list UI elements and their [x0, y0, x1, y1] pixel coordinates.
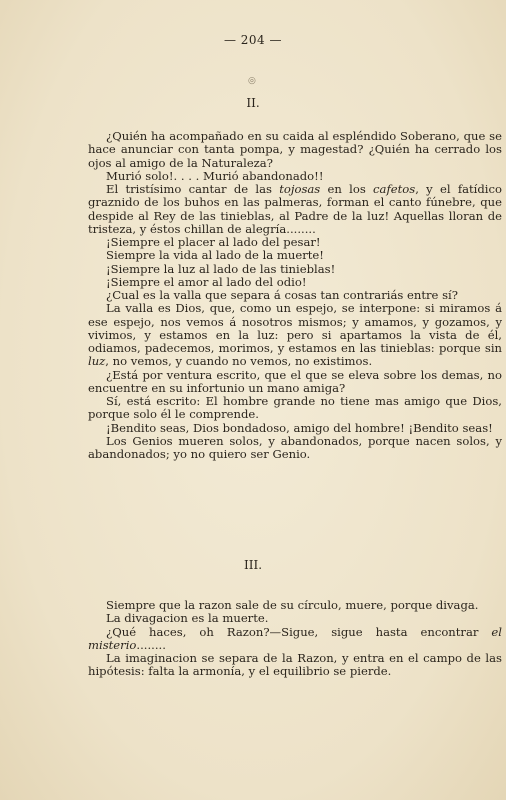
italic-term: cafetos	[373, 182, 416, 196]
section-ii-paragraph: Murió solo!. . . . Murió abandonado!!	[106, 168, 324, 183]
section-ii-paragraph: ¡Siempre la luz al lado de las tinieblas!	[106, 261, 336, 276]
italic-term: el misterio	[88, 624, 502, 652]
section-iii-paragraph	[88, 626, 502, 653]
section-ii-paragraph: Los Genios mueren solos, y abandonados, porque nacen solos, y abandonados; yo no quiero ser Genio.	[88, 433, 502, 461]
section-ii-paragraph: Siempre la vida al lado de la muerte!	[106, 248, 324, 263]
section-iii-paragraph: La divagacion es la muerte.	[106, 611, 269, 626]
text-run: La valla es Dios, que, como un espejo, se interpone: si miramos á ese espejo, nos vemos á nosotros mismos; y amamos, y gozamos, y vivimos, y estamos en la luz: pero si apartamos la vista de él, odiamos, padecemos, morimos, y estamos en las tinieblas: porque sin	[88, 301, 502, 355]
section-ii-paragraph: ¡Siempre el placer al lado del pesar!	[106, 235, 321, 249]
italic-term: luz	[88, 354, 106, 369]
text-run: El tristísimo cantar de las	[106, 182, 280, 196]
text-run: ¿Qué haces, oh Razon?—Sigue, sigue hasta encontrar	[106, 624, 492, 639]
section-iii-body	[88, 599, 502, 679]
italic-term: tojosas	[279, 182, 321, 196]
section-heading-ii: II.	[246, 96, 260, 110]
ornament-mark: ◎	[248, 76, 256, 86]
section-iii-paragraph: La imaginacion se separa de la Razon, y entra en el campo de las hipótesis: falta la armonía, y el equilibrio se pierde.	[88, 651, 502, 679]
page-number: — 204 —	[223, 33, 283, 47]
section-ii-paragraph	[88, 183, 502, 236]
text-run: ........	[136, 637, 166, 652]
section-ii-body	[88, 130, 502, 461]
text-run: , no vemos, y cuando no vemos, no existimos.	[105, 354, 373, 369]
text-run: en los	[320, 182, 374, 196]
section-ii-paragraph: Sí, está escrito: El hombre grande no tiene mas amigo que Dios, porque solo él le comprende.	[88, 394, 502, 422]
section-ii-paragraph	[88, 302, 502, 368]
section-iii-paragraph: Siempre que la razon sale de su círculo, muere, porque divaga.	[106, 598, 479, 612]
section-ii-paragraph: ¿Está por ventura escrito, que el que se eleva sobre los demas, no encuentre en su infortunio un mano amiga?	[88, 367, 502, 395]
section-ii-paragraph: ¡Siempre el amor al lado del odio!	[106, 274, 307, 289]
section-ii-paragraph: ¿Cual es la valla que separa á cosas tan contrariás entre sí?	[106, 288, 458, 302]
section-ii-paragraph: ¿Quién ha acompañado en su caida al espléndido Soberano, que se hace anunciar con tanta pompa, y magestad? ¿Quién ha cerrado los ojos al amigo de la Naturaleza?	[88, 129, 502, 170]
section-heading-iii: III.	[243, 558, 263, 572]
section-ii-paragraph: ¡Bendito seas, Dios bondadoso, amigo del hombre! ¡Bendito seas!	[106, 420, 493, 435]
text-run: , y el fatídico graznido de los buhos en las palmeras, forman el canto fúnebre, que despide al Rey de las tinieblas, al Padre de la luz! Aquellas lloran de tristeza, y éstos chillan de alegría........	[88, 182, 502, 236]
